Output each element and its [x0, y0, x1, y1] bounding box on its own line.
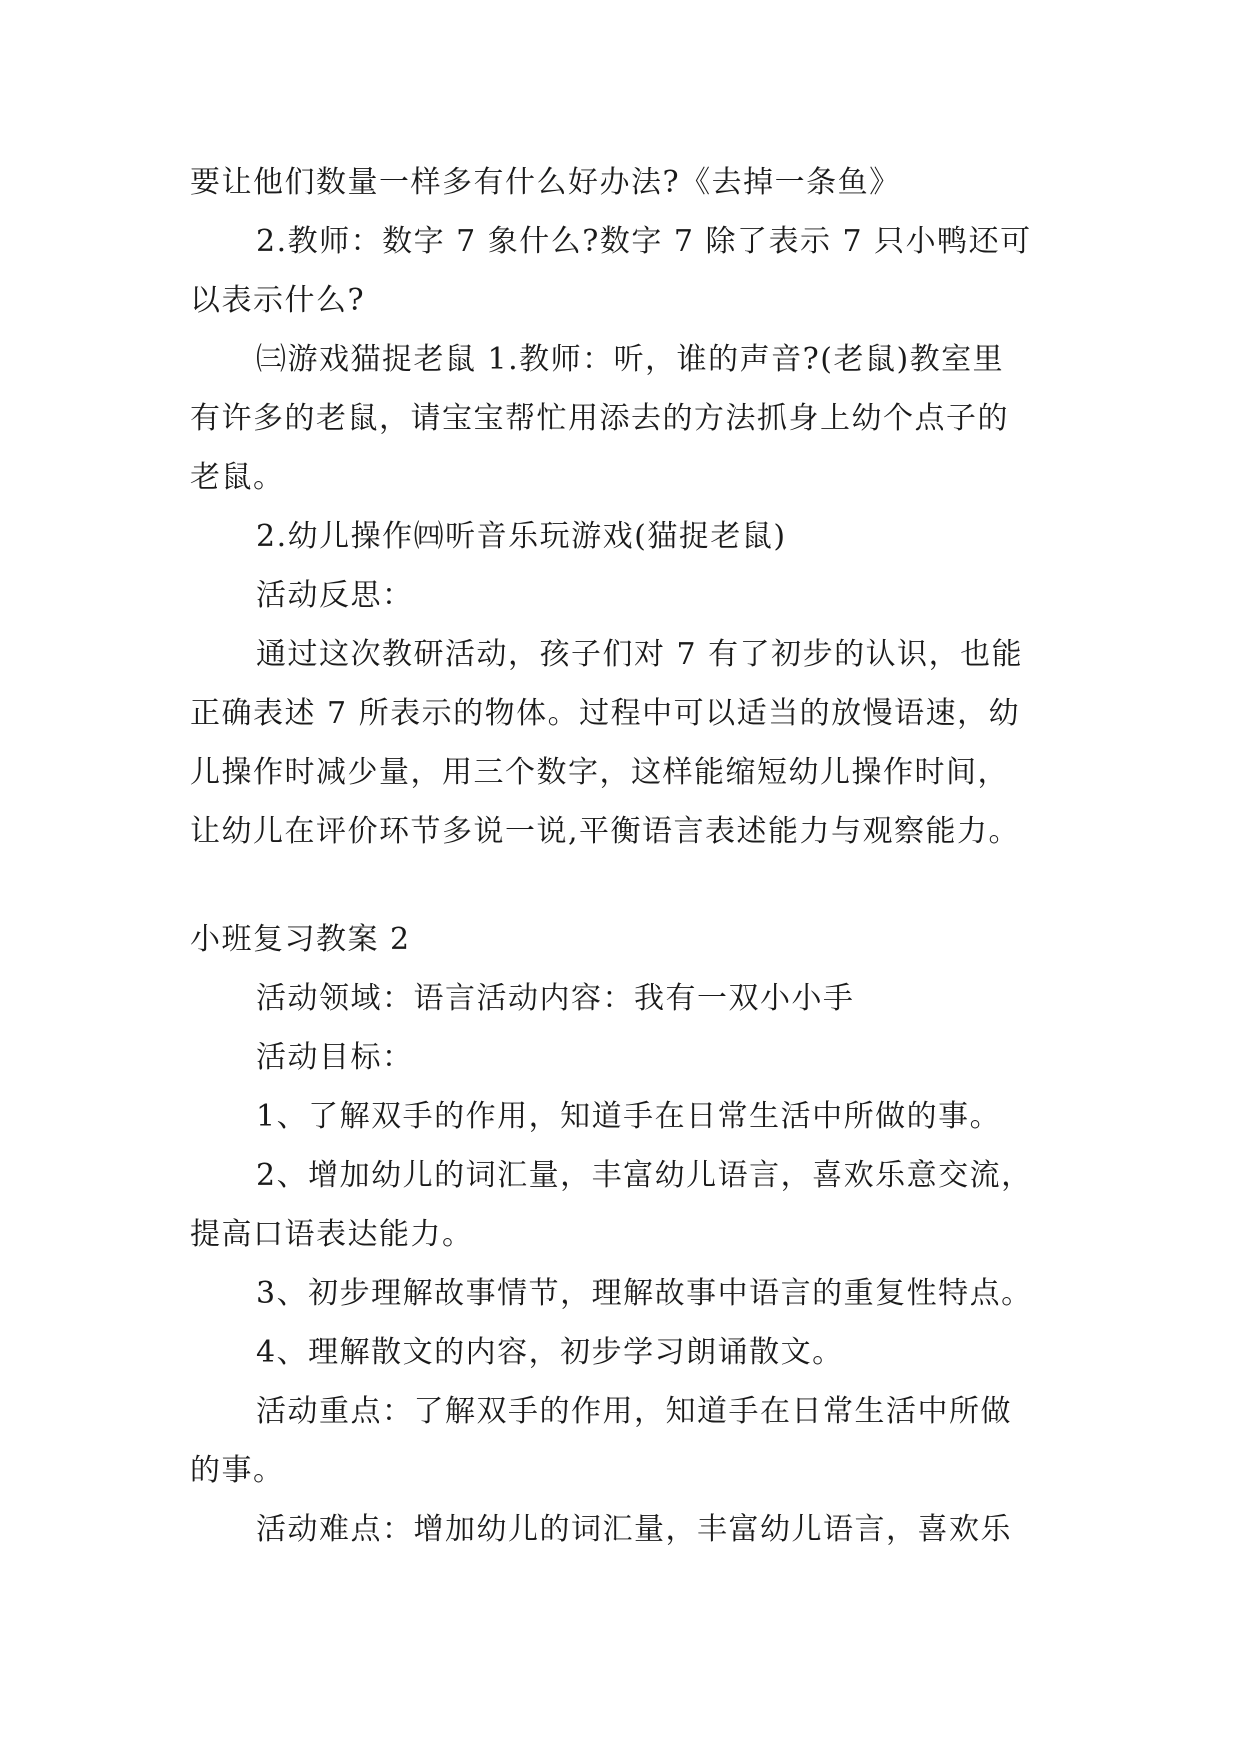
section-label: 活动反思：	[256, 578, 414, 613]
section-label: 活动目标：	[256, 1040, 414, 1075]
text-line: 活动重点：了解双手的作用，知道手在日常生活中所做	[256, 1394, 1012, 1429]
text-line: 以表示什么?	[190, 283, 366, 318]
list-item: 1、了解双手的作用，知道手在日常生活中所做的事。	[256, 1099, 1002, 1134]
list-item: 3、初步理解故事情节，理解故事中语言的重复性特点。	[256, 1276, 1033, 1311]
text-line: 有许多的老鼠，请宝宝帮忙用添去的方法抓身上幼个点子的	[190, 401, 1009, 436]
text-line: 通过这次教研活动，孩子们对 7 有了初步的认识，也能	[256, 637, 1024, 672]
text-line: 的事。	[190, 1453, 285, 1488]
text-line: 让幼儿在评价环节多说一说,平衡语言表述能力与观察能力。	[190, 814, 1021, 849]
text-line: 老鼠。	[190, 460, 285, 495]
text-line: 2.幼儿操作㈣听音乐玩游戏(猫捉老鼠)	[256, 519, 787, 554]
text-line: 正确表述 7 所表示的物体。过程中可以适当的放慢语速，幼	[190, 696, 1021, 731]
list-item: 4、理解散文的内容，初步学习朗诵散文。	[256, 1335, 844, 1370]
text-line: ㈢游戏猫捉老鼠 1.教师：听，谁的声音?(老鼠)教室里	[256, 342, 1005, 377]
text-line: 活动难点：增加幼儿的词汇量，丰富幼儿语言，喜欢乐	[256, 1512, 1012, 1547]
section-title: 小班复习教案 2	[190, 922, 411, 957]
text-line: 要让他们数量一样多有什么好办法?《去掉一条鱼》	[190, 165, 901, 200]
list-item: 2、增加幼儿的词汇量，丰富幼儿语言，喜欢乐意交流，	[256, 1158, 1033, 1193]
text-line: 儿操作时减少量，用三个数字，这样能缩短幼儿操作时间，	[190, 755, 1009, 790]
text-line: 活动领域：语言活动内容：我有一双小小手	[256, 981, 855, 1016]
text-line: 提高口语表达能力。	[190, 1217, 474, 1252]
text-line: 2.教师：数字 7 象什么?数字 7 除了表示 7 只小鸭还可	[256, 224, 1032, 259]
